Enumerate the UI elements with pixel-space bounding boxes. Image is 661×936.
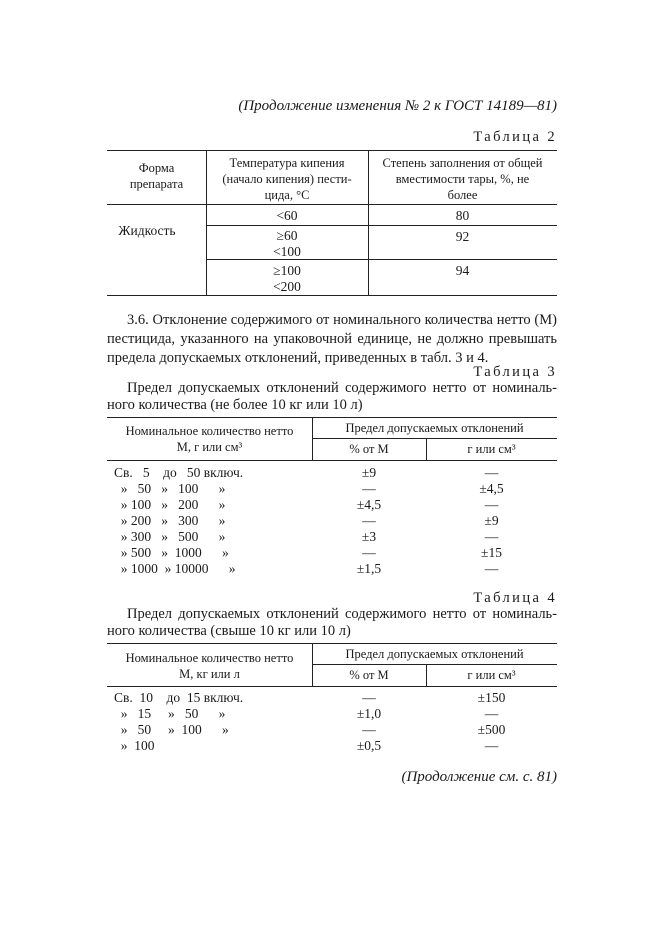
table3-title-line1: Предел допускаемых отклонений содержимого нетто от номиналь-: [127, 380, 557, 396]
table4-row-3-abs: ±500: [477, 722, 506, 737]
table3-row-4-range: » 200 » 300 »: [114, 513, 226, 528]
table4-row-1-abs: ±150: [477, 690, 506, 705]
table3-row-6-pct: —: [362, 545, 376, 560]
table4-head-pct: % от М: [349, 668, 389, 682]
table4-caption: Таблица 4: [473, 590, 557, 606]
table4-row-3-range: » 50 » 100 »: [114, 722, 229, 737]
table2-fill-2: 92: [455, 229, 470, 244]
table3-row-7-abs: —: [484, 561, 499, 576]
table4-row-2-abs: —: [484, 706, 499, 721]
table2-temp-3: ≥100 <200: [273, 263, 301, 294]
table3-title-line2: ного количества (не более 10 кг или 10 л): [107, 397, 363, 413]
page-footer: (Продолжение см. с. 81): [401, 769, 557, 785]
table3-row-1-pct: ±9: [361, 465, 377, 480]
page-header: (Продолжение изменения № 2 к ГОСТ 14189—81): [238, 98, 557, 114]
table4-row-2-pct: ±1,0: [356, 706, 382, 721]
table4-title-line1: Предел допускаемых отклонений содержимого нетто от номиналь-: [127, 606, 557, 622]
table2-fill-3: 94: [455, 263, 470, 278]
table3-row-4-pct: —: [362, 513, 376, 528]
table4-title-line2: ного количества (свыше 10 кг или 10 л): [107, 623, 351, 639]
table2-head-form: Форма препарата: [129, 161, 184, 191]
table3-row-6-range: » 500 » 1000 »: [114, 545, 229, 560]
table3-row-5-abs: —: [484, 529, 499, 544]
table3-row-5-range: » 300 » 500 »: [114, 529, 226, 544]
table4-row-4-pct: ±0,5: [356, 738, 382, 753]
table3-row-6-abs: ±15: [481, 545, 502, 560]
table3-row-4-abs: ±9: [484, 513, 499, 528]
table2-fill-1: 80: [455, 208, 470, 223]
table3-row-5-pct: ±3: [361, 529, 377, 544]
table2-temp-2: ≥60 <100: [273, 228, 301, 259]
table2-temp-1: <60: [276, 208, 298, 223]
table4-row-4-range: » 100: [114, 738, 155, 753]
table4-head-group: Предел допускаемых отклонений: [345, 647, 524, 661]
table4-row-2-range: » 15 » 50 »: [114, 706, 226, 721]
table3-row-3-abs: —: [484, 497, 499, 512]
table3-head-nominal: Номинальное количество нетто М, г или см³: [125, 424, 294, 454]
table4-head-abs: г или см³: [467, 668, 516, 682]
table4-row-3-pct: —: [362, 722, 376, 737]
table4-row-1-pct: —: [362, 690, 376, 705]
table4-row-4-abs: —: [484, 738, 499, 753]
table3-row-7-pct: ±1,5: [356, 561, 382, 576]
table4-head-nominal: Номинальное количество нетто М, кг или л: [125, 651, 294, 681]
table2-head-fill: Степень заполнения от общей вместимости тары, %, не более: [382, 156, 543, 202]
table3-row-1-range: Св. 5 до 50 включ.: [114, 465, 244, 480]
table4-row-1-range: Св. 10 до 15 включ.: [114, 690, 244, 705]
table3-row-1-abs: —: [484, 465, 499, 480]
table3-row-7-range: » 1000 » 10000 »: [114, 561, 236, 576]
table2-caption: Таблица 2: [473, 129, 557, 145]
table3-head-group: Предел допускаемых отклонений: [345, 421, 524, 435]
table3-caption: Таблица 3: [473, 364, 557, 380]
table3-row-3-pct: ±4,5: [356, 497, 382, 512]
table3-head-abs: г или см³: [467, 442, 516, 456]
table2-row-label: Жидкость: [118, 223, 176, 238]
paragraph-3-6: 3.6. Отклонение содержимого от номинального количества нетто (М) пестицида, указанного на упаковочной единице, не должно превышать предела допускаемых отклонений, приведенных в табл. 3 и 4.: [107, 312, 557, 366]
table3-row-2-abs: ±4,5: [479, 481, 504, 496]
table3-row-2-range: » 50 » 100 »: [114, 481, 226, 496]
table3-row-3-range: » 100 » 200 »: [114, 497, 226, 512]
table3-row-2-pct: —: [362, 481, 376, 496]
table3-head-pct: % от М: [349, 442, 389, 456]
table2-head-temp: Температура кипения (начало кипения) пести- цида, °С: [222, 156, 352, 202]
